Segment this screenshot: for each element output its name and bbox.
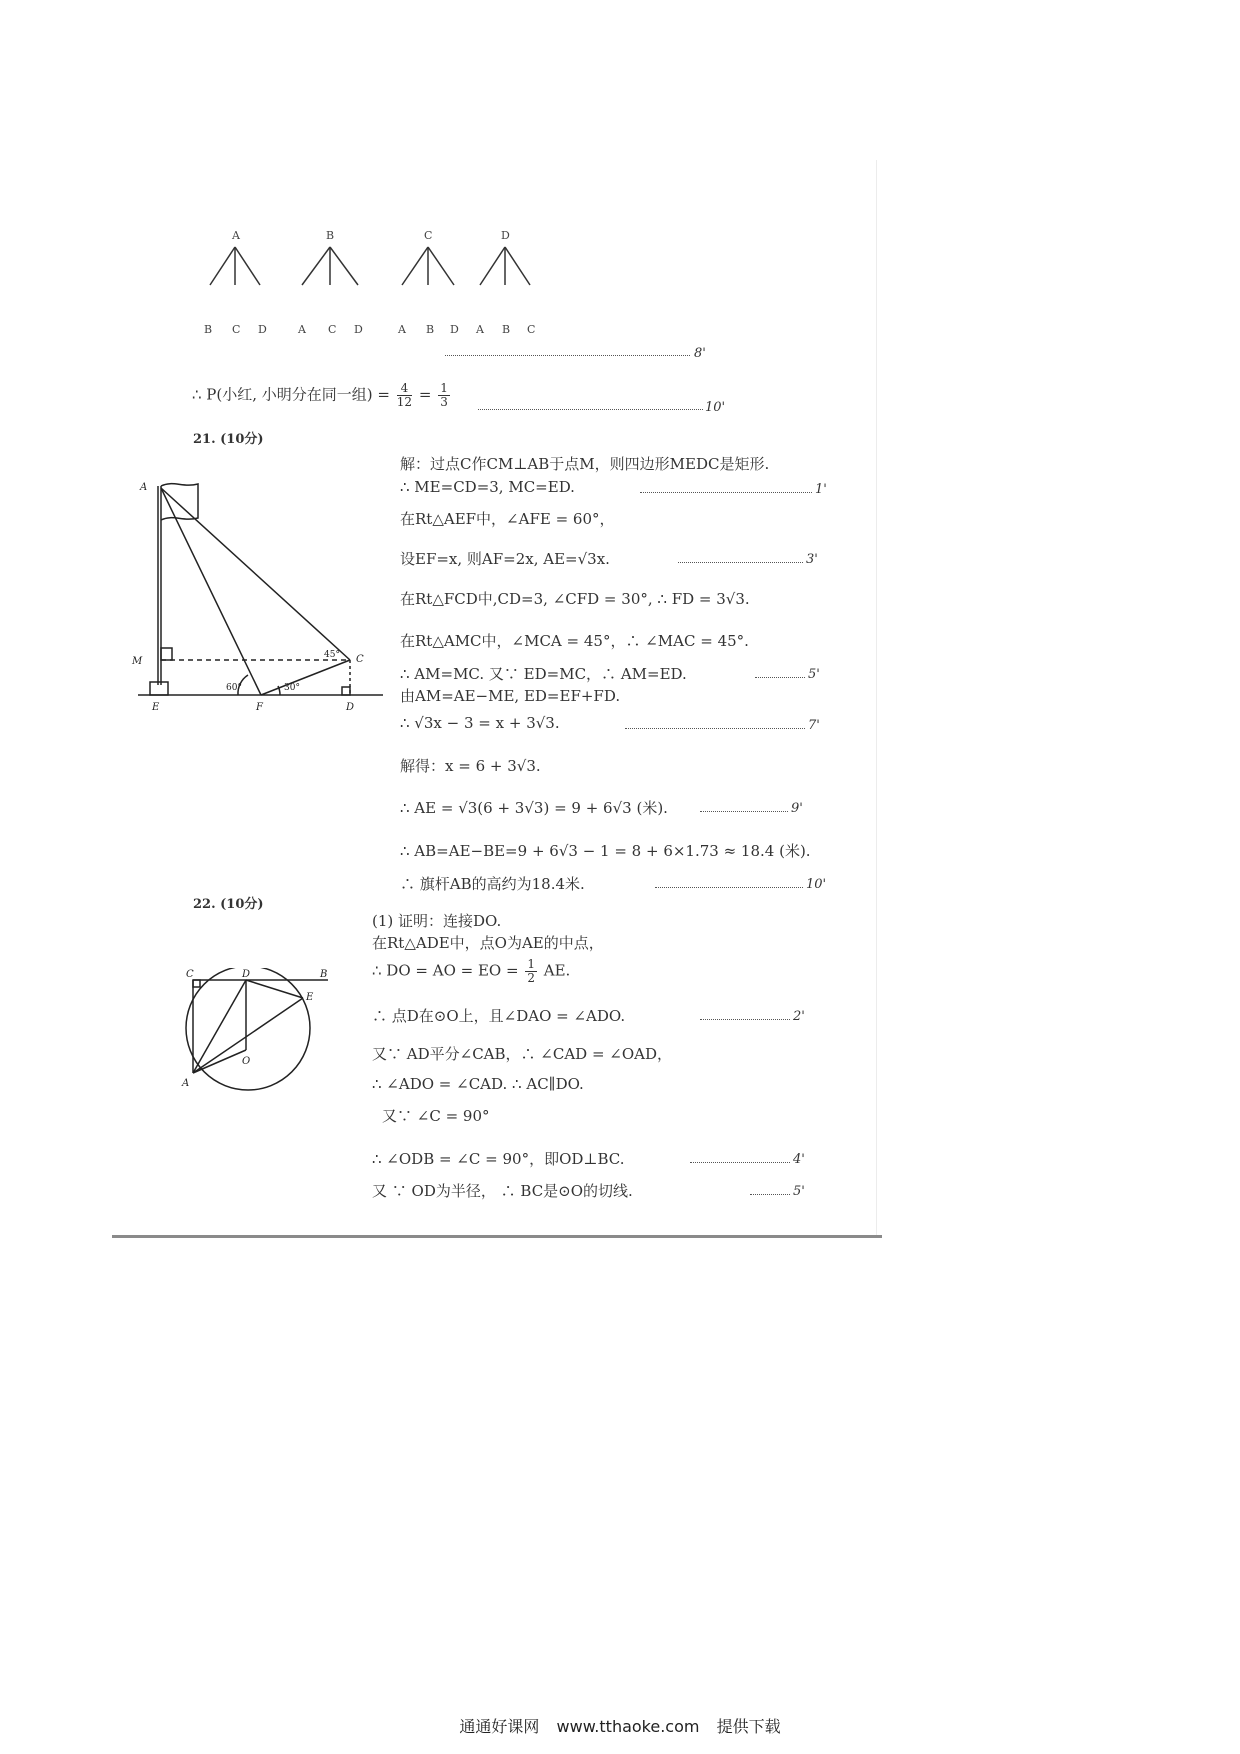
score-mark: 9' bbox=[791, 801, 803, 816]
point-O-label: O bbox=[242, 1056, 251, 1067]
scan-edge bbox=[876, 160, 877, 1235]
q22-line-3-text: ∴ DO = AO = EO = bbox=[372, 961, 519, 980]
score-dots bbox=[755, 677, 805, 678]
point-C-label: C bbox=[356, 654, 364, 665]
q21-line-3: 在Rt△AEF中，∠AFE = 60°， bbox=[400, 510, 615, 528]
point-B-label: B bbox=[320, 969, 328, 980]
angle-30-label: 30° bbox=[284, 683, 300, 693]
score-mark: 10' bbox=[806, 877, 827, 892]
score-dots bbox=[445, 355, 690, 356]
score-mark: 3' bbox=[806, 552, 818, 567]
bottom-divider bbox=[112, 1235, 882, 1238]
tree-leaf: D bbox=[258, 323, 267, 336]
footer-site-name: 通通好课网 bbox=[459, 1717, 540, 1736]
tree-leaf: C bbox=[232, 323, 241, 336]
angle-45-label: 45° bbox=[324, 650, 340, 660]
footer-url[interactable]: www.tthaoke.com bbox=[556, 1717, 700, 1736]
fraction: $\frac{1}{2}$ bbox=[527, 957, 535, 985]
fraction: $\frac{1}{3}$ bbox=[440, 381, 448, 409]
point-E-label: E bbox=[306, 992, 314, 1003]
tree-top-A: A bbox=[232, 229, 240, 242]
score-dots bbox=[640, 492, 812, 493]
q21-line-8: 由AM=AE−ME, ED=EF+FD. bbox=[400, 687, 621, 705]
q21-line-11: ∴ AE = √3(6 + 3√3) = 9 + 6√3 (米). bbox=[400, 799, 668, 817]
score-dots bbox=[655, 887, 803, 888]
score-dots bbox=[478, 409, 703, 410]
tree-leaf: B bbox=[204, 323, 213, 336]
q21-line-4: 设EF=x, 则AF=2x, AE=√3x. bbox=[400, 550, 610, 568]
tree-leaf: D bbox=[450, 323, 459, 336]
q21-line-5: 在Rt△FCD中,CD=3, ∠CFD = 30°, ∴ FD = 3√3. bbox=[400, 590, 750, 608]
score-mark: 1' bbox=[815, 482, 827, 497]
point-A-label: A bbox=[182, 1078, 190, 1089]
q22-line-7: 又∵ ∠C = 90° bbox=[382, 1107, 490, 1125]
question-22-heading: 22. (10分) bbox=[193, 897, 264, 912]
probability-lead: ∴ P(小红, 小明分在同一组) = bbox=[192, 385, 390, 404]
point-M-label: M bbox=[132, 656, 143, 667]
footer-suffix: 提供下载 bbox=[716, 1717, 781, 1736]
q22-line-1: (1) 证明：连接DO. bbox=[372, 912, 502, 930]
q22-line-3-after: AE. bbox=[543, 961, 571, 980]
q21-line-9: ∴ √3x − 3 = x + 3√3. bbox=[400, 714, 560, 732]
tree-top-C: C bbox=[424, 229, 433, 242]
q21-line-6: 在Rt△AMC中，∠MCA = 45°，∴ ∠MAC = 45°. bbox=[400, 632, 749, 650]
q22-line-9: 又 ∵ OD为半径， ∴ BC是⊙O的切线. bbox=[372, 1182, 633, 1200]
q22-line-2: 在Rt△ADE中，点O为AE的中点， bbox=[372, 934, 604, 952]
score-mark: 5' bbox=[793, 1184, 805, 1199]
q21-line-1: 解：过点C作CM⊥AB于点M，则四边形MEDC是矩形. bbox=[400, 455, 770, 473]
score-dots bbox=[700, 811, 788, 812]
tree-leaf: D bbox=[354, 323, 363, 336]
q22-line-8: ∴ ∠ODB = ∠C = 90°，即OD⊥BC. bbox=[372, 1150, 625, 1168]
score-mark: 4' bbox=[793, 1152, 805, 1167]
point-E-label: E bbox=[152, 702, 160, 713]
point-D-label: D bbox=[242, 969, 251, 980]
tree-leaf: C bbox=[527, 323, 536, 336]
score-dots bbox=[625, 728, 805, 729]
score-dots bbox=[690, 1162, 790, 1163]
circle-tangent-figure bbox=[168, 968, 338, 1108]
tree-leaf: A bbox=[298, 323, 306, 336]
point-A-label: A bbox=[140, 482, 148, 493]
point-C-label: C bbox=[186, 969, 194, 980]
flagpole-figure bbox=[128, 470, 393, 715]
question-21-heading: 21. (10分) bbox=[193, 432, 264, 447]
tree-top-D: D bbox=[501, 229, 510, 242]
tree-leaf: B bbox=[502, 323, 511, 336]
angle-60-label: 60° bbox=[226, 683, 242, 693]
fraction: $\frac{4}{12}$ bbox=[396, 381, 413, 409]
score-mark: 5' bbox=[808, 667, 820, 682]
score-dots bbox=[678, 562, 803, 563]
q21-line-10: 解得：x = 6 + 3√3. bbox=[400, 757, 541, 775]
score-dots bbox=[700, 1019, 790, 1020]
q22-line-5: 又∵ AD平分∠CAB，∴ ∠CAD = ∠OAD， bbox=[372, 1045, 673, 1063]
tree-leaf: C bbox=[328, 323, 337, 336]
footer bbox=[0, 1714, 1240, 1737]
q21-line-13: ∴ 旗杆AB的高约为18.4米. bbox=[400, 875, 585, 893]
q22-line-4: ∴ 点D在⊙O上，且∠DAO = ∠ADO. bbox=[372, 1007, 626, 1025]
tree-leaf: A bbox=[398, 323, 406, 336]
q22-line-3 bbox=[372, 958, 570, 985]
q21-line-2: ∴ ME=CD=3, MC=ED. bbox=[400, 478, 575, 496]
point-F-label: F bbox=[256, 702, 263, 713]
score-mark: 10' bbox=[705, 400, 726, 415]
probability-line bbox=[192, 382, 452, 409]
q21-line-7: ∴ AM=MC. 又∵ ED=MC，∴ AM=ED. bbox=[400, 665, 687, 683]
q22-line-6: ∴ ∠ADO = ∠CAD. ∴ AC∥DO. bbox=[372, 1075, 584, 1093]
tree-leaf: A bbox=[476, 323, 484, 336]
point-D-label: D bbox=[346, 702, 355, 713]
q21-line-12: ∴ AB=AE−BE=9 + 6√3 − 1 = 8 + 6×1.73 ≈ 18.4 (米). bbox=[400, 842, 811, 860]
score-mark: 7' bbox=[808, 718, 820, 733]
tree-diagram bbox=[190, 225, 560, 350]
equals-sign: = bbox=[418, 385, 432, 404]
score-mark: 8' bbox=[694, 346, 706, 361]
tree-top-B: B bbox=[326, 229, 335, 242]
score-mark: 2' bbox=[793, 1009, 805, 1024]
tree-leaf: B bbox=[426, 323, 435, 336]
score-dots bbox=[750, 1194, 790, 1195]
